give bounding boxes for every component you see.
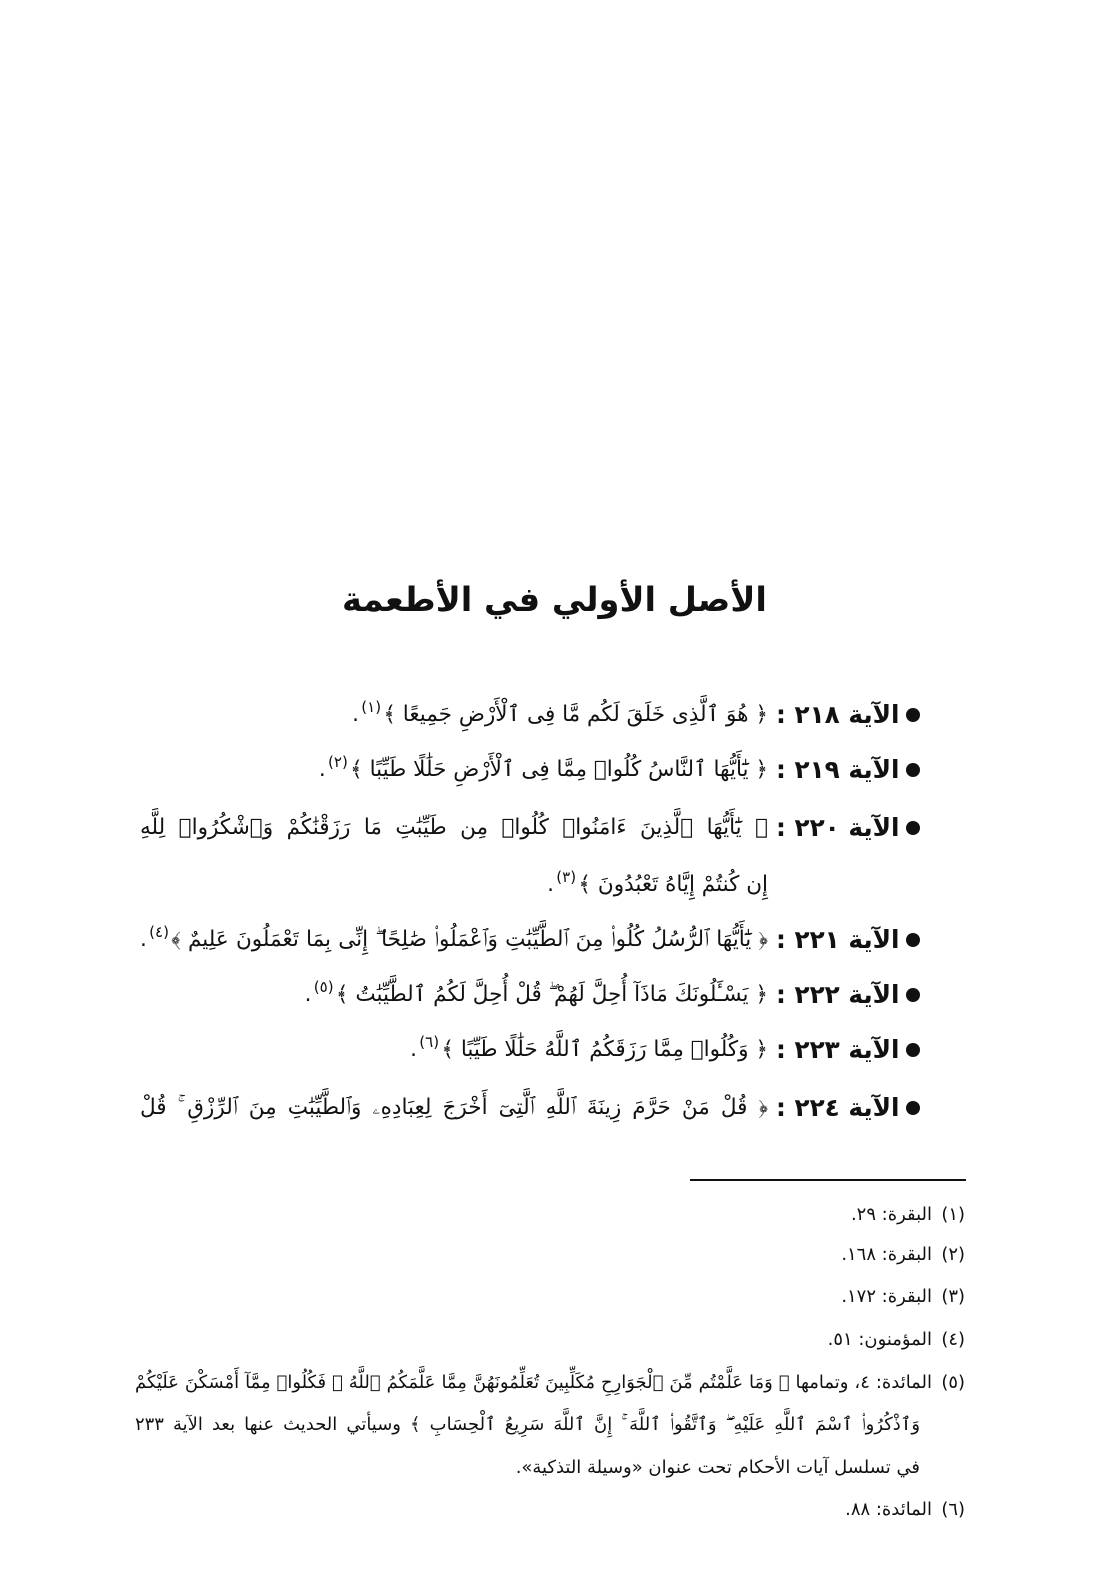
- footnote-number: (٢): [941, 1244, 965, 1265]
- verse-number: الآية ٢٢٠ :: [776, 813, 900, 842]
- verse-label: [772, 803, 920, 853]
- verse-number: الآية ٢١٩ :: [776, 755, 900, 784]
- verse-line: إِن كُنتُمْ إِيَّاهُ تَعْبُدُونَ ﴾: [578, 872, 768, 897]
- verse-text: [140, 970, 768, 1020]
- bullet-icon: [906, 933, 920, 947]
- footnote-text: البقرة: ١٧٢.: [841, 1286, 932, 1307]
- footnote-ref: (٢): [327, 752, 348, 771]
- bullet-icon: [906, 988, 920, 1002]
- footnote-number: (٣): [941, 1286, 965, 1307]
- verse-label: [772, 915, 920, 965]
- bullet-icon: [906, 821, 920, 835]
- footnote-continuation: وَٱذْكُرُوا۟ ٱسْمَ ٱللَّهِ عَلَيْهِ ۖ وَٱتَّقُوا۟ ٱللَّهَ ۚ إِنَّ ٱللَّهَ سَرِيعُ ٱلْحِسَابِ ﴾ وسيأتي الحديث عنها بعد الآية ٢٣٣: [135, 1414, 920, 1435]
- verse-number: الآية ٢٢٣ :: [776, 1035, 900, 1064]
- verse-line: ﴿ يَٰٓأَيُّهَا ٱلَّذِينَ ءَامَنُوا۟ كُلُوا۟ مِن طَيِّبَٰتِ مَا رَزَقْنَٰكُمْ وَٱشْكُرُوا۟ لِلَّهِ: [140, 815, 768, 840]
- footnote-number: (٥): [941, 1372, 965, 1393]
- footnote-continuation: في تسلسل آيات الأحكام تحت عنوان «وسيلة التذكية».: [515, 1457, 920, 1478]
- verse-text: [140, 690, 768, 740]
- footnote-separator: [690, 1179, 966, 1181]
- footnote-text: البقرة: ٢٩.: [850, 1204, 932, 1225]
- footnote-ref: (٤): [149, 922, 169, 941]
- footnote-ref: (٣): [556, 867, 577, 886]
- verse-label: [772, 690, 920, 740]
- verse-text: [140, 1025, 768, 1075]
- verse-text: [140, 745, 768, 795]
- verse-line: ﴿ يَٰٓأَيُّهَا ٱلرُّسُلُ كُلُوا۟ مِنَ ٱلطَّيِّبَٰتِ وَٱعْمَلُوا۟ صَٰلِحًا ۖ إِنِّى بِمَا تَعْمَلُونَ عَلِيمٌ ﴾: [171, 927, 768, 952]
- footnote-number: (٤): [941, 1329, 965, 1350]
- verse-line: ﴿ هُوَ ٱلَّذِى خَلَقَ لَكُم مَّا فِى ٱلْأَرْضِ جَمِيعًا ﴾: [383, 702, 768, 727]
- page-title: الأصل الأولي في الأطعمة: [342, 580, 767, 619]
- verse-label: [772, 1025, 920, 1075]
- verse-line: ﴿ وَكُلُوا۟ مِمَّا رَزَقَكُمُ ٱللَّهُ حَلَٰلًا طَيِّبًا ﴾: [441, 1037, 768, 1062]
- verse-number: الآية ٢١٨ :: [776, 700, 900, 729]
- bullet-icon: [906, 1043, 920, 1057]
- verse-end: .: [352, 702, 359, 727]
- footnote-text: المائدة: ٤، وتمامها ﴿ وَمَا عَلَّمْتُم مِّنَ ٱلْجَوَارِحِ مُكَلِّبِينَ تُعَلِّمُونَهُنَّ مِمَّا عَلَّمَكُمُ ٱللَّهُ ۖ فَكُلُوا۟ مِمَّآ أَمْسَكْنَ عَلَيْكُمْ: [135, 1372, 933, 1393]
- verse-text: [140, 1083, 768, 1133]
- footnote-number: (١): [941, 1204, 965, 1225]
- footnote-text: المؤمنون: ٥١.: [827, 1329, 932, 1350]
- verse-end: .: [547, 872, 555, 897]
- verse-end: .: [410, 1037, 417, 1062]
- footnote-ref: (١): [361, 697, 382, 716]
- verse-label: [772, 745, 920, 795]
- verse-label: [772, 1083, 920, 1133]
- verse-text: [140, 803, 768, 853]
- verse-line: ﴿ قُلْ مَنْ حَرَّمَ زِينَةَ ٱللَّهِ ٱلَّتِىٓ أَخْرَجَ لِعِبَادِهِۦ وَٱلطَّيِّبَٰتِ مِنَ ٱلرِّزْقِ ۚ قُلْ: [140, 1095, 768, 1120]
- bullet-icon: [906, 763, 920, 777]
- verse-number: الآية ٢٢١ :: [776, 925, 900, 954]
- verse-line: ﴿ يَسْـَٔلُونَكَ مَاذَآ أُحِلَّ لَهُمْ ۖ قُلْ أُحِلَّ لَكُمُ ٱلطَّيِّبَٰتُ ﴾: [335, 982, 768, 1007]
- footnote-text: المائدة: ٨٨.: [845, 1499, 932, 1520]
- verse-label: [772, 970, 920, 1020]
- verse-number: الآية ٢٢٢ :: [776, 980, 900, 1009]
- verse-line: ﴿ يَٰٓأَيُّهَا ٱلنَّاسُ كُلُوا۟ مِمَّا فِى ٱلْأَرْضِ حَلَٰلًا طَيِّبًا ﴾: [350, 757, 768, 782]
- footnote-ref: (٦): [419, 1032, 440, 1051]
- bullet-icon: [906, 708, 920, 722]
- footnote-text: البقرة: ١٦٨.: [841, 1244, 932, 1265]
- footnote-number: (٦): [941, 1499, 965, 1520]
- verse-continuation: [140, 860, 768, 910]
- verse-end: .: [304, 982, 312, 1007]
- verse-number: الآية ٢٢٤ :: [776, 1093, 900, 1122]
- verse-end: .: [140, 927, 147, 952]
- footnote-ref: (٥): [313, 977, 334, 996]
- bullet-icon: [906, 1101, 920, 1115]
- verse-end: .: [318, 757, 326, 782]
- verse-text: [140, 915, 768, 965]
